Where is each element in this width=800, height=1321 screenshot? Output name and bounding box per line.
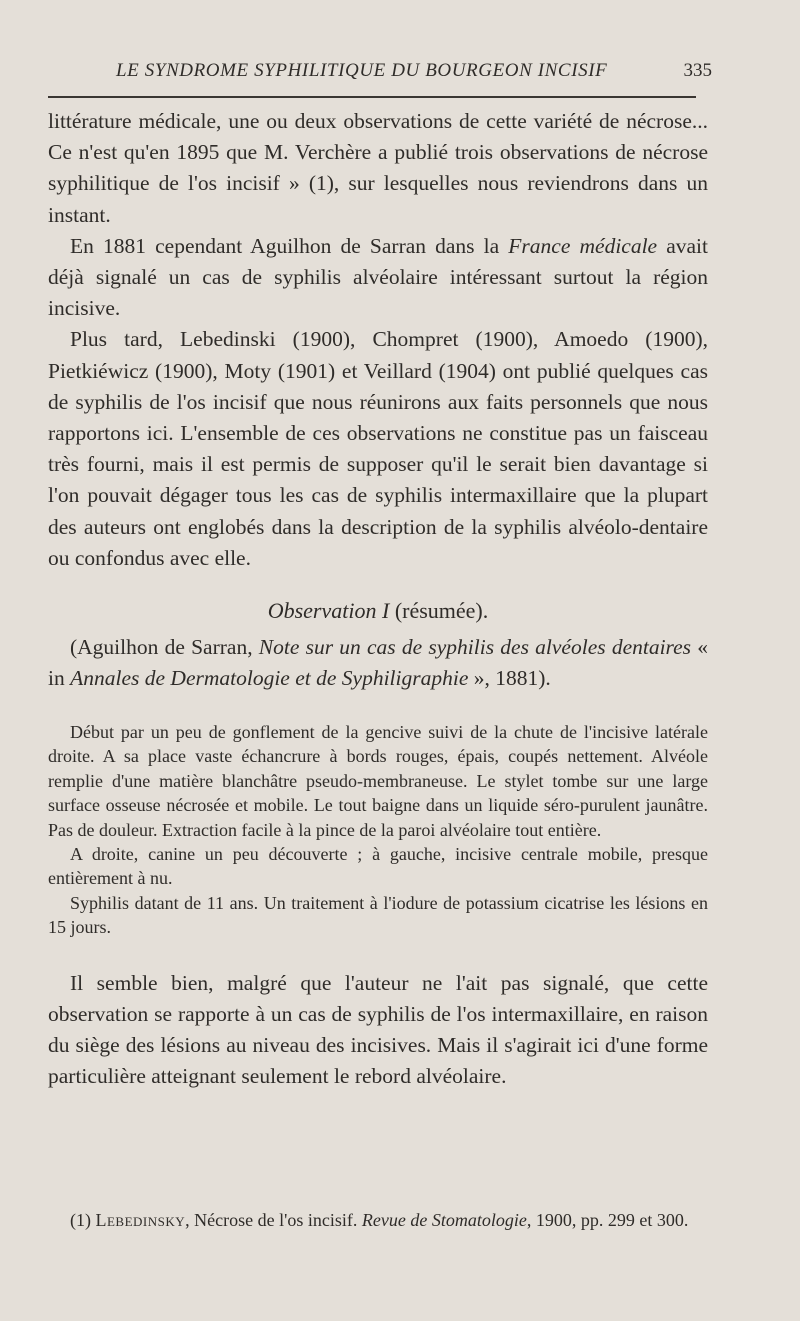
closing-paragraph: Il semble bien, malgré que l'auteur ne l'ait pas signalé, que cette observation se rapporte à un cas de syphilis de l'os intermaxillaire, en raison du siège des lésions au niveau des incisives. Mais il s'agirait ici d'une forme particulière atteignant seulement le rebord alvéolaire. bbox=[48, 970, 708, 1089]
observation-reference bbox=[48, 632, 708, 694]
footnote-journal: Revue de Stomatologie bbox=[361, 1210, 527, 1230]
observation-heading-note: (résumée). bbox=[389, 598, 489, 624]
paragraph-2-text-b: avait déjà signalé un cas de syphilis alvéolaire intéressant surtout la région incisive. bbox=[48, 233, 709, 321]
observation-summary bbox=[48, 720, 708, 940]
paragraph-2 bbox=[48, 231, 708, 325]
running-head bbox=[50, 60, 710, 90]
reference-article-title: Note sur un cas de syphilis des alvéoles dentaires bbox=[258, 635, 692, 660]
footnote-pages: , 1900, pp. 299 et 300. bbox=[526, 1210, 689, 1230]
footnote-marker: (1) bbox=[70, 1210, 96, 1230]
observation-heading-label: Observation I bbox=[267, 598, 390, 624]
observation-heading bbox=[48, 598, 708, 624]
summary-paragraph-2: A droite, canine un peu découverte ; à gauche, incisive centrale mobile, presque entièrement à nu. bbox=[48, 844, 708, 889]
journal-title-france-medicale: France médicale bbox=[508, 233, 658, 258]
page-number: 335 bbox=[683, 60, 712, 81]
paragraph-1: littérature médicale, une ou deux observations de cette variété de nécrose... Ce n'est qu'en 1895 que M. Verchère a publié trois observations de nécrose syphilitique de l'os incisif » (1), sur lesquelles nous reviendrons dans un instant. bbox=[48, 109, 708, 227]
reference-mid: « in bbox=[48, 635, 709, 691]
footnote bbox=[48, 1207, 708, 1234]
reference-open: (Aguilhon de Sarran, bbox=[70, 635, 259, 660]
paragraph-3: Plus tard, Lebedinski (1900), Chompret (1900), Amoedo (1900), Pietkiéwicz (1900), Moty (1901) et Veillard (1904) ont publié quelques cas de syphilis de l'os incisif que nous réunirons aux faits personnels que nous rapportons ici. L'ensemble de ces observations ne constitue pas un faisceau très fourni, mais il est permis de supposer qu'il le serait bien davantage si l'on pouvait dégager tous les cas de syphilis intermaxillaire que la plupart des auteurs ont englobés dans la description de la syphilis alvéolo-dentaire ou confondus avec elle. bbox=[48, 327, 708, 570]
header-rule bbox=[48, 96, 696, 98]
reference-close: », 1881). bbox=[468, 666, 551, 691]
summary-paragraph-1: Début par un peu de gonflement de la gencive suivi de la chute de l'incisive latérale droite. A sa place vaste échancrure à bords rouges, épais, coupés nettement. Alvéole remplie d'une matière blanchâtre pseudo-membraneuse. Le stylet tombe sur une large surface osseuse nécrosée et mobile. Le tout baigne dans un liquide séro-purulent jaunâtre. Pas de douleur. Extraction facile à la pince de la paroi alvéolaire tout entière. bbox=[48, 722, 708, 840]
running-head-title: LE SYNDROME SYPHILITIQUE DU BOURGEON INCISIF bbox=[116, 60, 608, 81]
footnote-author: Lebedinsky bbox=[95, 1210, 186, 1230]
main-text bbox=[48, 106, 708, 1093]
footnote-title: , Nécrose de l'os incisif. bbox=[185, 1210, 362, 1230]
paragraph-2-text-a: En 1881 cependant Aguilhon de Sarran dans la bbox=[70, 233, 509, 258]
reference-journal-title: Annales de Dermatologie et de Syphiligraphie bbox=[70, 666, 469, 691]
summary-paragraph-3: Syphilis datant de 11 ans. Un traitement à l'iodure de potassium cicatrise les lésions en 15 jours. bbox=[48, 892, 708, 938]
